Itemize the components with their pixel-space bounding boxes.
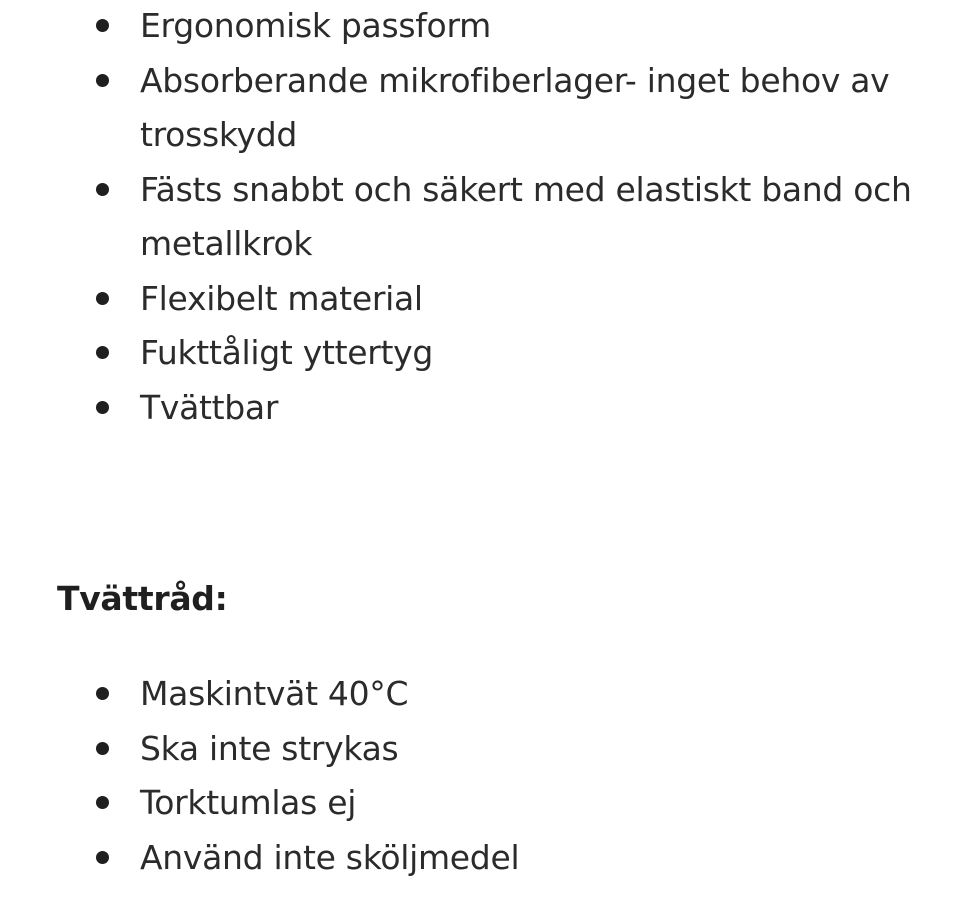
bullet-icon bbox=[96, 346, 109, 359]
list-item-text: Fästs snabbt och säkert med elastiskt band och metallkrok bbox=[140, 169, 912, 263]
list-item-text: Tvättbar bbox=[140, 387, 279, 427]
list-item bbox=[0, 272, 960, 327]
list-item bbox=[0, 776, 960, 831]
list-item bbox=[0, 722, 960, 777]
care-instructions-list bbox=[0, 667, 960, 885]
bullet-icon bbox=[96, 292, 109, 305]
list-item bbox=[0, 54, 960, 163]
bullet-icon bbox=[96, 401, 109, 414]
bullet-icon bbox=[96, 742, 109, 755]
list-item bbox=[0, 831, 960, 886]
list-item-text: Maskintvät 40°C bbox=[140, 674, 409, 713]
list-item-text: Använd inte sköljmedel bbox=[140, 837, 520, 877]
list-item bbox=[0, 0, 960, 54]
list-item bbox=[0, 326, 960, 381]
bullet-icon bbox=[96, 19, 109, 32]
bullet-icon bbox=[96, 796, 109, 809]
features-list bbox=[0, 0, 960, 435]
list-item bbox=[0, 381, 960, 436]
bullet-icon bbox=[96, 183, 109, 196]
bullet-icon bbox=[96, 687, 109, 700]
list-item-text: Flexibelt material bbox=[140, 278, 423, 318]
list-item-text: Ska inte strykas bbox=[140, 728, 399, 768]
list-item-text: Fukttåligt yttertyg bbox=[140, 333, 434, 372]
care-heading: Tvättråd: bbox=[57, 579, 228, 618]
bullet-icon bbox=[96, 851, 109, 864]
list-item bbox=[0, 163, 960, 272]
list-item-text: Torktumlas ej bbox=[140, 783, 357, 822]
list-item-text: Ergonomisk passform bbox=[140, 6, 491, 45]
list-item-text: Absorberande mikrofiberlager- inget behov av trosskydd bbox=[140, 60, 890, 154]
list-item bbox=[0, 667, 960, 722]
bullet-icon bbox=[96, 74, 109, 87]
